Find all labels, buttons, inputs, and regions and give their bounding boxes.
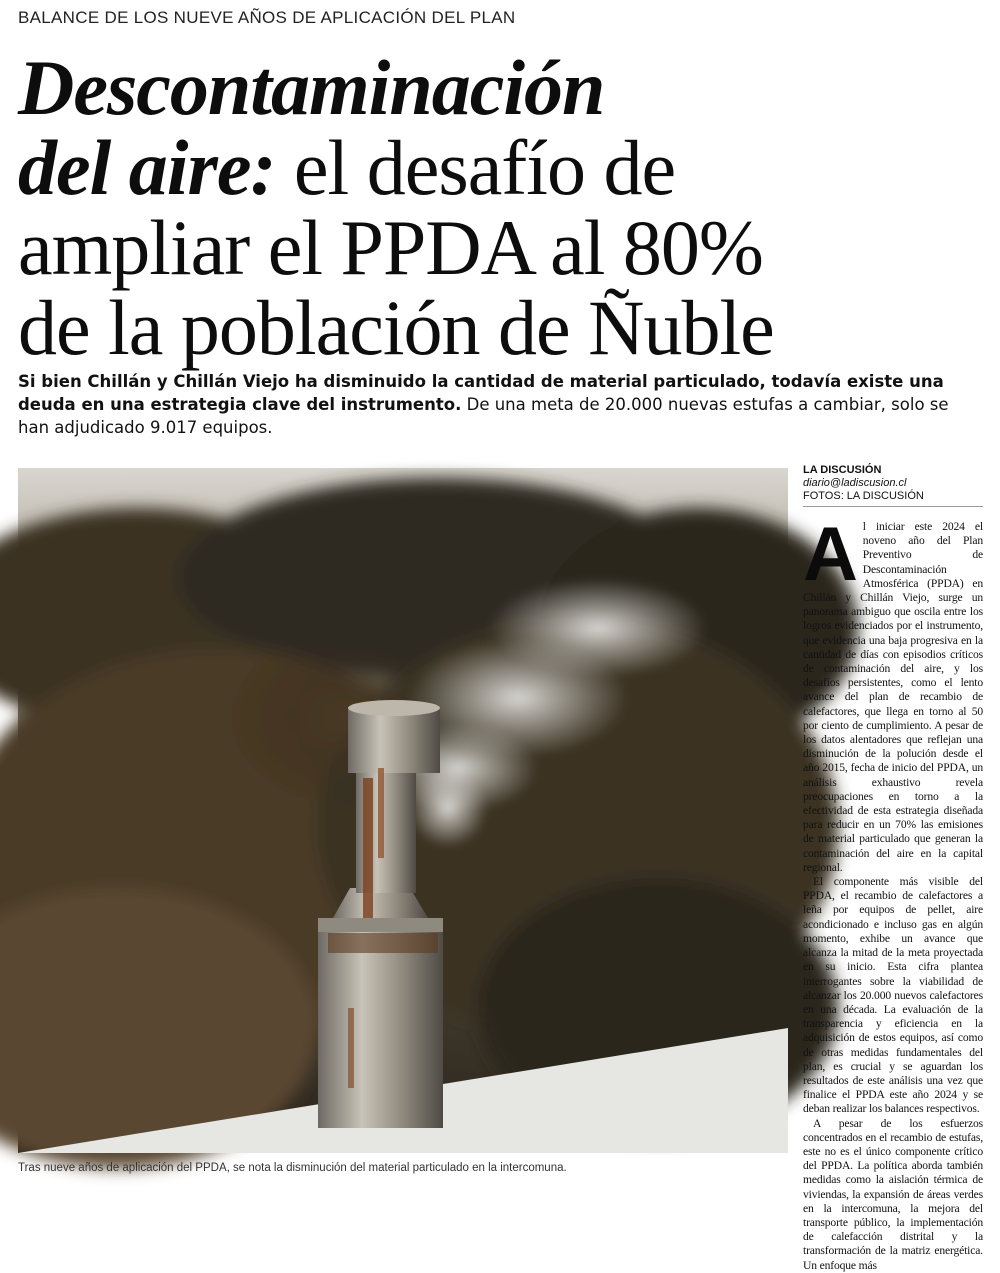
headline-line-4: de la población de Ñuble: [18, 284, 774, 371]
byline-outlet: LA DISCUSIÓN: [803, 464, 882, 476]
article-paragraph: Al iniciar este 2024 el noveno año del Plan Preventivo de Descontaminación Atmosférica (PPDA) en Chillán y Chillán Viejo, surge un panorama ambiguo que oscila entre los logros evidenciados por el instrumento, que evidencia una baja progresiva en la cantidad de días con episodios críticos de contaminación del aire, y los desafíos persistentes, como el lento avance del plan de recambio de calefactores, que llega en torno al 50 por ciento de cumplimiento. A pesar de los datos alentadores que reflejan una disminución de la polución desde el año 2015, fecha de inicio del PPDA, un análisis exhaustivo revela preocupaciones en torno a la efectividad de esta estrategia diseñada para reducir en un 70% las emisiones de material particulado que generan la contaminación del aire en la capital regional.: [803, 512, 983, 874]
headline: [18, 44, 978, 371]
headline-emphasis: del aire:: [18, 124, 276, 211]
chimney-smoke-photo: [18, 468, 788, 1153]
byline-divider: [803, 506, 983, 507]
article-paragraph: El componente más visible del PPDA, el recambio de calefactores a leña por equipos de pellet, aire acondicionado e incluso gas en algún momento, exhibe un avance que alcanza la mitad de la meta proyectada en su inicio. Esta cifra plantea interrogantes sobre la viabilidad de alcanzar los 20.000 nuevos calefactores en una década. La evaluación de la transparencia y eficiencia en la adquisición de estos equipos, así como de otras medidas fundamentales del plan, es crucial y se aguardan los resultados de este análisis una vez que finalice el PPDA este año 2024 y se deban realizar los balances respectivos.: [803, 875, 983, 1116]
standfirst-regular: De una meta de 20.000 nuevas estufas a cambiar, solo se han adjudicado 9.017 equipos.: [18, 395, 949, 437]
article-body: [803, 512, 983, 1272]
article-paragraph: A pesar de los esfuerzos concentrados en el recambio de estufas, este no es el único componente crítico del PPDA. La política aborda también medidas como la aislación térmica de viviendas, la expansión de áreas verdes en la intercomuna, la mejora del transporte público, la implementación de calefacción distrital y la transformación de la matriz energética. Un enfoque más: [803, 1116, 983, 1272]
byline-photo-credit: FOTOS: LA DISCUSIÓN: [803, 490, 924, 502]
byline-email[interactable]: diario@ladiscusion.cl: [803, 477, 907, 489]
headline-line-3: ampliar el PPDA al 80%: [18, 204, 763, 291]
section-kicker: BALANCE DE LOS NUEVE AÑOS DE APLICACIÓN DEL PLAN: [18, 8, 516, 27]
byline: [803, 464, 983, 503]
photo-illustration: [18, 468, 788, 1153]
standfirst: [18, 370, 978, 439]
drop-cap: A: [803, 512, 858, 597]
standfirst-bold: Si bien Chillán y Chillán Viejo ha disminuido la cantidad de material particulado, todavía existe una deuda en una estrategia clave del instrumento.: [18, 372, 944, 414]
headline-line-2: el desafío de: [275, 124, 676, 211]
photo-caption: Tras nueve años de aplicación del PPDA, se nota la disminución del material particulado en la intercomuna.: [18, 1162, 567, 1174]
headline-line-1: Descontaminación: [18, 44, 605, 131]
